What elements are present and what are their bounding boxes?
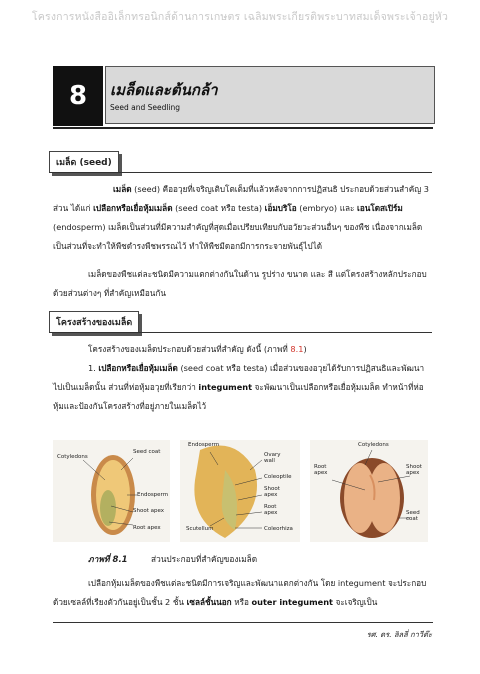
label-seed-coat: Seed coat xyxy=(406,510,420,522)
term-seed-coat: เปลือกหรือเยื่อหุ้มเมล็ด xyxy=(93,203,173,213)
figure-panel-grass-seed xyxy=(180,440,300,542)
text-run: โครงสร้างของเมล็ดประกอบด้วยส่วนที่สำคัญ ดังนี้ (ภาพที่ xyxy=(88,344,291,354)
chapter-divider xyxy=(53,127,433,129)
label-coleorhiza: Coleorhiza xyxy=(264,526,293,532)
text-run: ) xyxy=(303,344,307,354)
label-ovary-wall: Ovary wall xyxy=(264,452,281,464)
section-heading-seed: เมล็ด (seed) xyxy=(49,151,119,173)
label-endosperm: Endosperm xyxy=(137,492,169,498)
figure-panel-monocot-seed xyxy=(53,440,170,542)
text-run: เปลือกหุ้มเมล็ดของพืชแต่ละชนิดมีการเจริญและพัฒนาแตกต่างกัน โดย integument จะประกอบด้วยเซลล์ที่เรียงตัวกันอยู่เป็นชั้น 2 ชั้น xyxy=(53,578,427,607)
term-endosperm: เอนโดสเปิร์ม xyxy=(357,203,403,213)
label-shoot-apex: Shoot apex xyxy=(406,464,422,476)
label-scutellum: Scutellum xyxy=(186,526,214,532)
label-endosperm: Endosperm xyxy=(188,442,220,448)
label-cotyledons: Cotyledons xyxy=(358,442,389,448)
chapter-title: เมล็ดและต้นกล้า xyxy=(110,81,218,99)
text-run: (endosperm) เมล็ดเป็นส่วนที่มีความสำคัญที่สุดเมื่อเปรียบเทียบกับอวัยวะส่วนอื่นๆ ของพืช เนื่องจากเมล็ดเป็นส่วนที่จะทำให้พืชดำรงพืชพรรณไว้ ทำให้พืชมีดอกมีการกระจายพันธุ์ไปได้ xyxy=(53,222,423,251)
section-heading-structure: โครงสร้างของเมล็ด xyxy=(49,311,139,333)
figure-caption-text: ส่วนประกอบที่สำคัญของเมล็ด xyxy=(151,554,258,564)
figure-reference-link[interactable]: 8.1 xyxy=(290,344,304,354)
figure-seed-parts xyxy=(53,440,428,542)
text-run: จะเจริญเป็น xyxy=(332,597,378,607)
paragraph-seed-definition xyxy=(53,180,431,256)
term-seed-coat: เปลือกหรือเยื่อหุ้มเมล็ด xyxy=(98,363,178,373)
label-seed-coat: Seed coat xyxy=(133,449,161,455)
section-divider xyxy=(49,172,432,173)
page-header: โครงการหนังสืออิเล็กทรอนิกส์ด้านการเกษตร เฉลิมพระเกียรติพระบาทสมเด็จพระเจ้าอยู่หัว xyxy=(31,11,449,23)
paragraph-seed-coat xyxy=(53,359,431,416)
text-run: (seed coat หรือ testa) xyxy=(172,203,265,213)
text-run: 1. xyxy=(88,363,99,373)
label-coleoptile: Coleoptile xyxy=(264,474,292,480)
term-integument: integument xyxy=(198,382,253,392)
footer-divider xyxy=(53,622,433,623)
text-run: จะพัฒนาเป็นเปลือกหรือเยื่อหุ้มเมล็ด ทำหน้าที่ห่อหุ้มและป้องกันโครงสร้างที่อยู่ภายในเมล็ดไว้ xyxy=(53,382,424,411)
paragraph-integument xyxy=(53,574,431,612)
term-outer-layer: เซลล์ชั้นนอก xyxy=(186,597,232,607)
bean-seed-illustration xyxy=(310,440,428,542)
label-root-apex: Root apex xyxy=(264,504,278,516)
chapter-number: 8 xyxy=(53,66,103,126)
label-root-apex: Root apex xyxy=(133,525,161,531)
term-outer-integument: outer integument xyxy=(251,597,333,607)
label-shoot-apex: Shoot apex xyxy=(264,486,280,498)
text-run: (seed) คืออวุยที่เจริญเติบโตเต็มที่แล้วหลังจากการปฏิสนธิ ประกอบด้วยส่วนสำคัญ 3 ส่วน ได้แก่ xyxy=(53,184,429,213)
paragraph-seed-variety: เมล็ดของพืชแต่ละชนิดมีความแตกต่างกันในด้าน รูปร่าง ขนาด และ สี แต่โครงสร้างหลักประกอบด้วยส่วนต่างๆ ที่สำคัญเหมือนกัน xyxy=(53,269,427,298)
figure-caption-number: ภาพที่ 8.1 xyxy=(88,555,128,565)
text-run: (seed coat หรือ testa) เมื่อส่วนของอวุยได้รับการปฏิสนธิและพัฒนาไปเป็นเมล็ดนั้น ส่วนที่ห่อหุ้มอวุยที่เรียกว่า xyxy=(53,363,425,392)
term-seed: เมล็ด xyxy=(113,184,132,194)
text-run: หรือ xyxy=(231,597,252,607)
label-shoot-apex: Shoot apex xyxy=(133,508,165,514)
figure-panel-bean-seed xyxy=(310,440,428,542)
text-run: (embryo) และ xyxy=(296,203,358,213)
label-root-apex: Root apex xyxy=(314,464,328,476)
chapter-heading xyxy=(53,66,433,126)
term-embryo: เอ็มบริโอ xyxy=(264,203,297,213)
section-divider xyxy=(49,332,432,333)
paragraph-structure-intro xyxy=(88,340,431,359)
footer-author: รศ. ดร. ลิลลี่ กาวีต๊ะ xyxy=(366,630,432,639)
label-cotyledons: Cotyledons xyxy=(57,454,88,460)
chapter-subtitle: Seed and Seedling xyxy=(110,103,181,112)
